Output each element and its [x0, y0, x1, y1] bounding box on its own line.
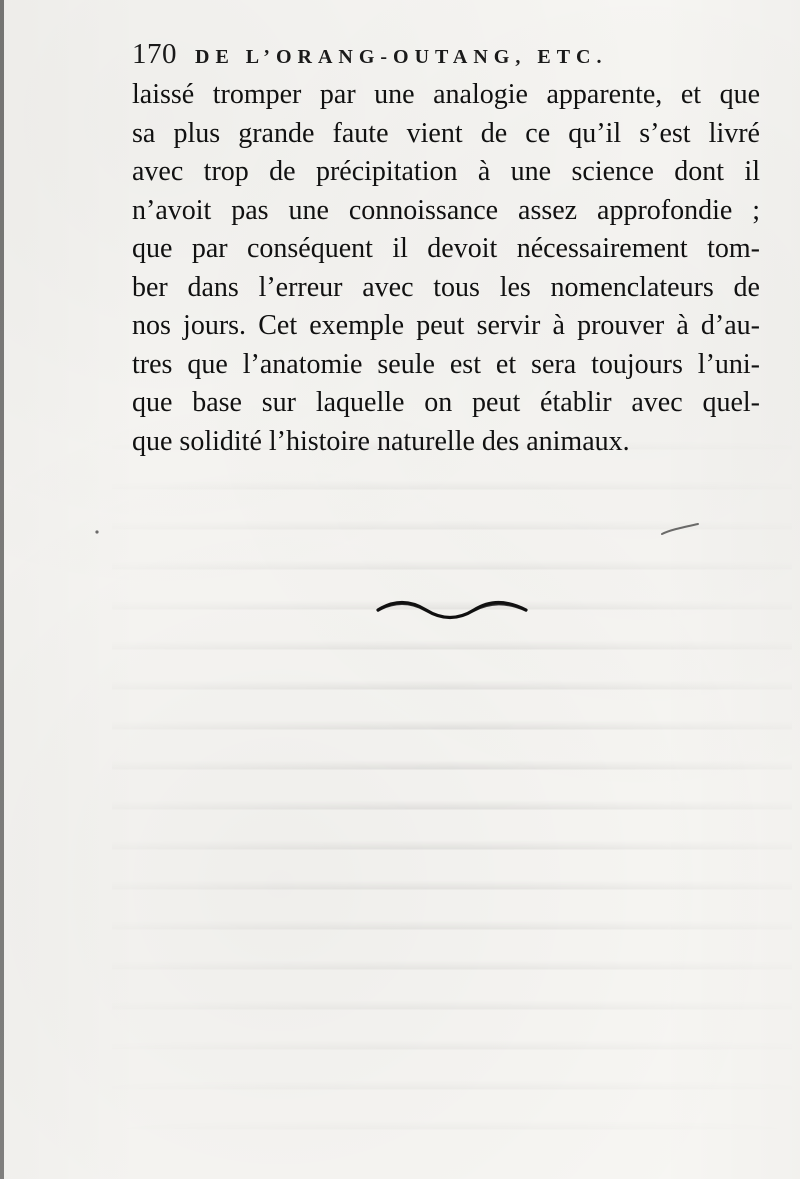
text-line-1: laissé tromper par une analogie apparente, et que	[132, 79, 760, 110]
text-line-10: que solidité l’histoire naturelle des animaux.	[132, 425, 630, 457]
text-line-9: que base sur laquelle on peut établir avec quel-	[132, 387, 760, 418]
page-edge	[0, 0, 4, 1179]
wave-ornament-icon	[372, 594, 532, 620]
text-line-8: tres que l’anatomie seule est et sera toujours l’uni-	[132, 348, 760, 380]
body-text	[132, 76, 760, 473]
text-line-3: avec trop de précipitation à une science dont il	[132, 156, 760, 187]
text-line-5: que par conséquent il devoit nécessairement tom-	[132, 233, 760, 264]
text-line-6: ber dans l’erreur avec tous les nomenclateurs de	[132, 271, 760, 303]
text-line-2: sa plus grande faute vient de ce qu’il s’est livré	[132, 117, 760, 149]
running-head: DE L’ORANG-OUTANG, ETC.	[195, 46, 608, 68]
running-header	[132, 38, 772, 72]
show-through-texture	[112, 440, 792, 1160]
text-line-4: n’avoit pas une connoissance assez approfondie ;	[132, 194, 760, 226]
text-line-7: nos jours. Cet exemple peut servir à prouver à d’au-	[132, 310, 760, 341]
dot-mark-icon	[90, 525, 104, 539]
page-number: 170	[132, 38, 177, 70]
